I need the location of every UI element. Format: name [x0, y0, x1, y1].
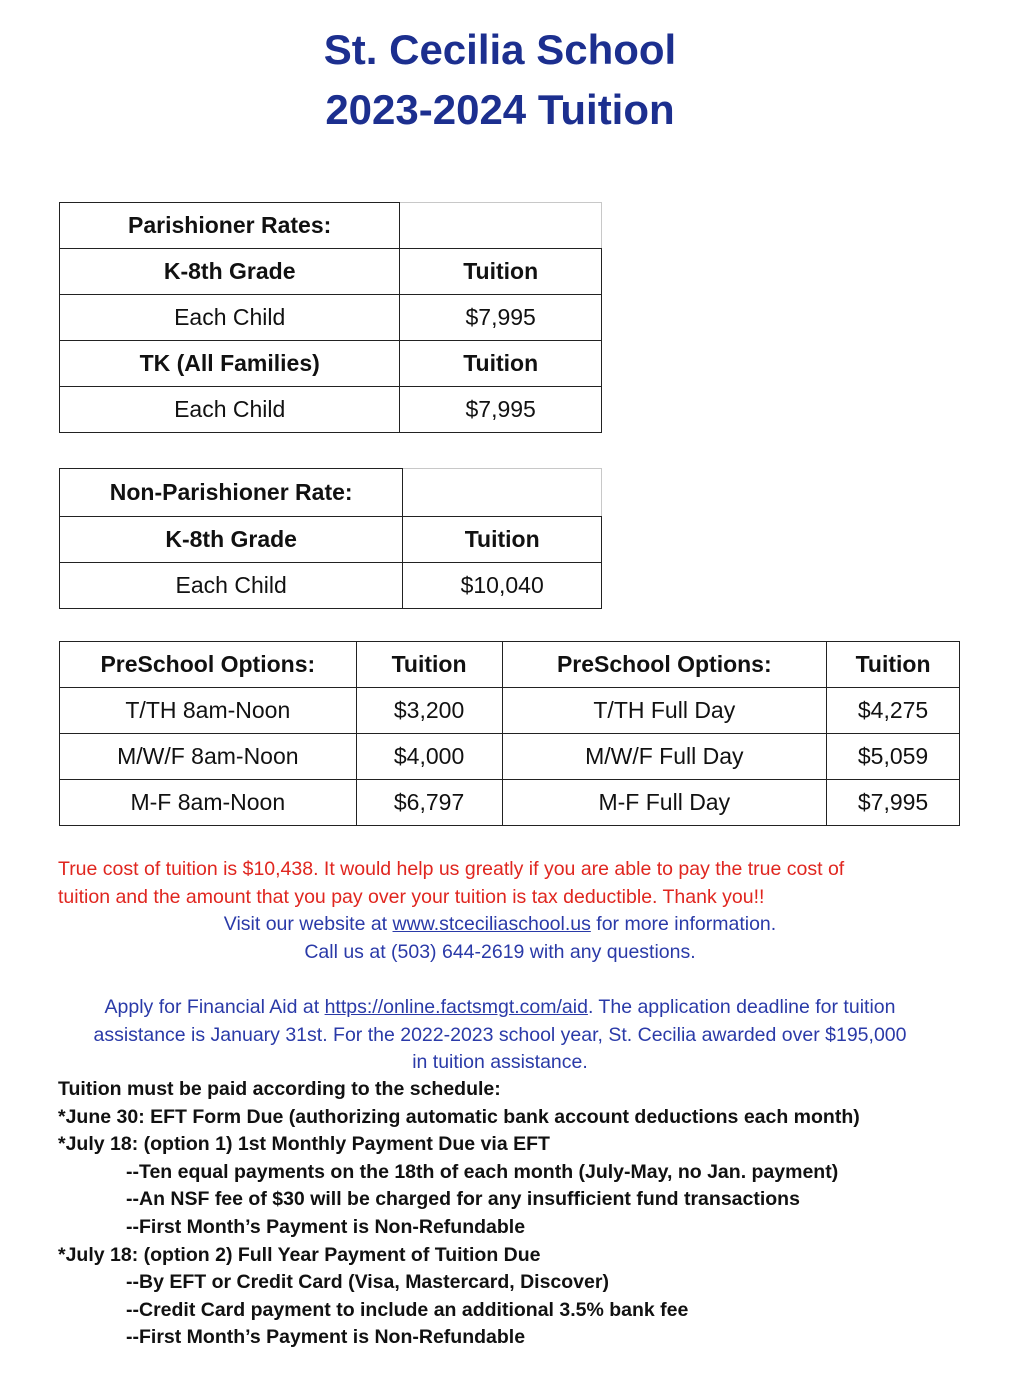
table-row [60, 563, 602, 609]
aid-line [0, 994, 1000, 1022]
parishioner-heading: Parishioner Rates: [60, 203, 400, 249]
tuition-amount: $7,995 [400, 295, 602, 341]
empty-cell [403, 469, 602, 517]
each-child-label: Each Child [60, 387, 400, 433]
tuition-header: Tuition [356, 642, 502, 688]
schedule-subitem: --Credit Card payment to include an additional 3.5% bank fee [126, 1298, 689, 1321]
preschool-option: M-F Full Day [502, 780, 827, 826]
preschool-option: T/TH Full Day [502, 688, 827, 734]
payment-schedule [58, 1076, 998, 1352]
table-row [60, 688, 960, 734]
schedule-item: *July 18: (option 1) 1st Monthly Payment Due via EFT [58, 1133, 550, 1156]
k8-grade-label: K-8th Grade [60, 249, 400, 295]
website-note [0, 911, 1000, 939]
each-child-label: Each Child [60, 295, 400, 341]
tuition-amount: $10,040 [403, 563, 602, 609]
tuition-amount: $3,200 [356, 688, 502, 734]
preschool-options-table [59, 641, 960, 826]
true-cost-note [58, 856, 1008, 911]
table-row [60, 203, 602, 249]
schedule-subitem: --First Month’s Payment is Non-Refundable [126, 1326, 526, 1349]
tuition-amount: $7,995 [827, 780, 960, 826]
table-row [60, 469, 602, 517]
financial-aid-link[interactable]: https://online.factsmgt.com/aid [324, 996, 588, 1018]
phone-note: Call us at (503) 644-2619 with any questions. [304, 941, 696, 963]
aid-prefix: Apply for Financial Aid at [104, 996, 325, 1018]
tuition-amount: $4,000 [356, 734, 502, 780]
each-child-label: Each Child [60, 563, 403, 609]
table-row [60, 734, 960, 780]
parishioner-rates-table [59, 202, 602, 433]
true-cost-line: tuition and the amount that you pay over your tuition is tax deductible. Thank you!! [58, 885, 765, 908]
preschool-option: M/W/F Full Day [502, 734, 827, 780]
preschool-option: M-F 8am-Noon [60, 780, 357, 826]
preschool-option: T/TH 8am-Noon [60, 688, 357, 734]
tuition-header: Tuition [400, 341, 602, 387]
non-parishioner-heading: Non-Parishioner Rate: [60, 469, 403, 517]
tuition-amount: $7,995 [400, 387, 602, 433]
preschool-options-header: PreSchool Options: [60, 642, 357, 688]
visit-suffix: for more information. [590, 913, 777, 935]
true-cost-line: True cost of tuition is $10,438. It would help us greatly if you are able to pay the true cost of [58, 858, 845, 880]
schedule-intro: Tuition must be paid according to the schedule: [58, 1078, 501, 1100]
k8-grade-label: K-8th Grade [60, 517, 403, 563]
table-row [60, 517, 602, 563]
table-row [60, 780, 960, 826]
tk-label: TK (All Families) [60, 341, 400, 387]
aid-suffix: . The application deadline for tuition [587, 996, 896, 1018]
website-link[interactable]: www.stceciliaschool.us [392, 913, 591, 935]
table-row [60, 295, 602, 341]
non-parishioner-rates-table [59, 468, 602, 609]
table-row [60, 341, 602, 387]
tuition-year-title: 2023-2024 Tuition [325, 86, 675, 133]
schedule-item: *July 18: (option 2) Full Year Payment of Tuition Due [58, 1243, 541, 1266]
financial-aid-note [0, 994, 1000, 1077]
tuition-amount: $6,797 [356, 780, 502, 826]
visit-prefix: Visit our website at [223, 913, 393, 935]
schedule-subitem: --An NSF fee of $30 will be charged for any insufficient fund transactions [126, 1188, 800, 1211]
table-row [60, 387, 602, 433]
aid-line: assistance is January 31st. For the 2022-2023 school year, St. Cecilia awarded over $195,000 [93, 1023, 907, 1046]
schedule-item: *June 30: EFT Form Due (authorizing automatic bank account deductions each month) [58, 1105, 860, 1128]
schedule-subitem: --First Month’s Payment is Non-Refundable [126, 1215, 526, 1238]
schedule-subitem: --By EFT or Credit Card (Visa, Mastercard, Discover) [126, 1271, 609, 1294]
tuition-amount: $5,059 [827, 734, 960, 780]
preschool-option: M/W/F 8am-Noon [60, 734, 357, 780]
school-name-title: St. Cecilia School [323, 26, 677, 73]
tuition-amount: $4,275 [827, 688, 960, 734]
preschool-options-header: PreSchool Options: [502, 642, 827, 688]
tuition-header: Tuition [403, 517, 602, 563]
tuition-header: Tuition [827, 642, 960, 688]
tuition-header: Tuition [400, 249, 602, 295]
table-header-row [60, 642, 960, 688]
schedule-subitem: --Ten equal payments on the 18th of each month (July-May, no Jan. payment) [126, 1160, 839, 1183]
table-row [60, 249, 602, 295]
empty-cell [400, 203, 602, 249]
aid-line: in tuition assistance. [412, 1051, 588, 1073]
